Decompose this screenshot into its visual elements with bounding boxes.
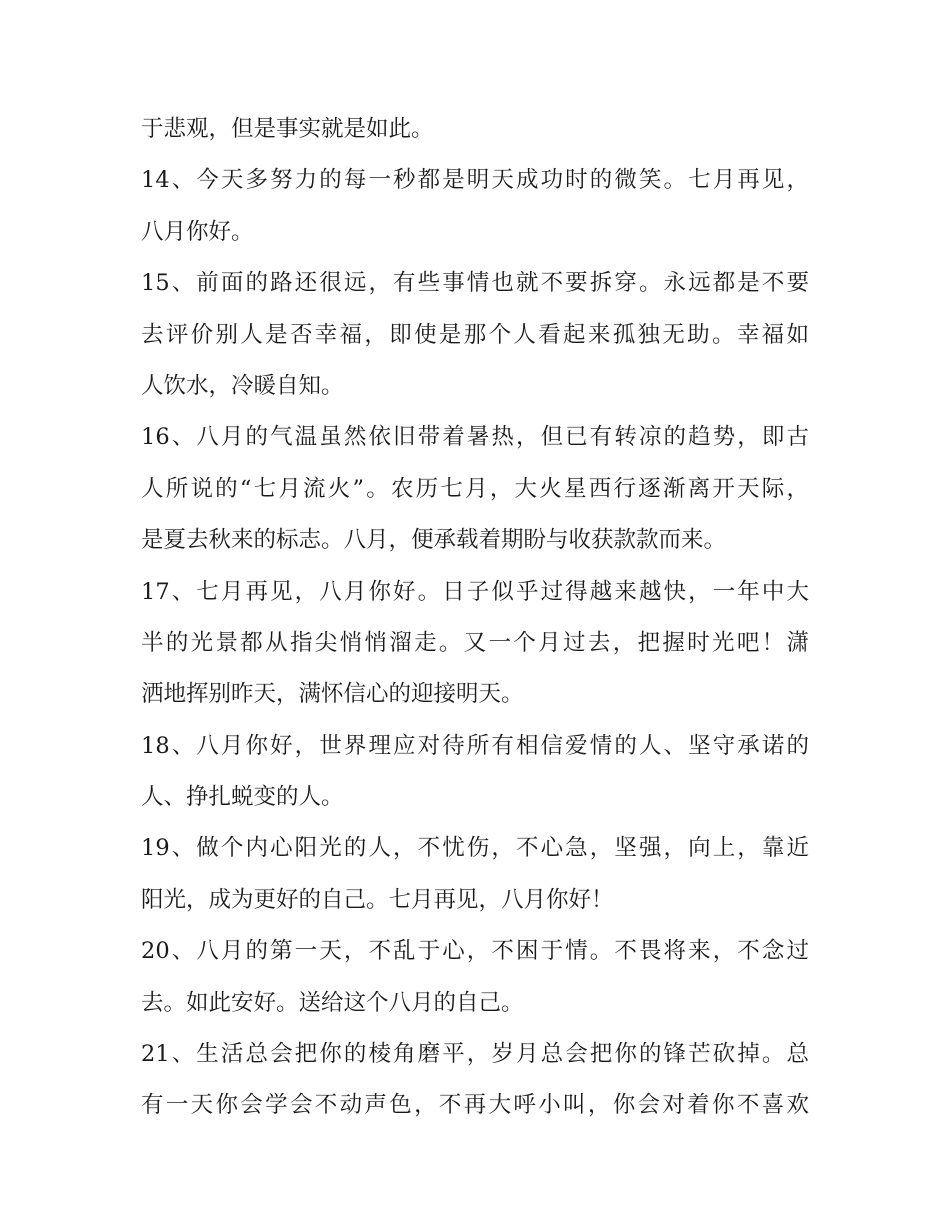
text-line: 去评价别人是否幸福，即使是那个人看起来孤独无助。幸福如 xyxy=(141,321,809,348)
text-line: 半的光景都从指尖悄悄溜走。又一个月过去，把握时光吧！潇 xyxy=(141,629,809,656)
text-line: 人所说的“七月流火”。农历七月，大火星西行逐渐离开天际， xyxy=(141,475,809,502)
text-line: 有一天你会学会不动声色，不再大呼小叫，你会对着你不喜欢 xyxy=(141,1092,809,1119)
text-line: 去。如此安好。送给这个八月的自己。 xyxy=(141,989,524,1016)
text-line: 阳光，成为更好的自己。七月再见，八月你好！ xyxy=(141,886,614,913)
text-line: 是夏去秋来的标志。八月，便承载着期盼与收获款款而来。 xyxy=(141,527,727,554)
text-line: 于悲观，但是事实就是如此。 xyxy=(141,116,434,142)
text-line: 17、七月再见，八月你好。日子似乎过得越来越快，一年中大 xyxy=(141,578,809,605)
text-line: 15、前面的路还很远，有些事情也就不要拆穿。永远都是不要 xyxy=(141,270,809,297)
text-line: 19、做个内心阳光的人，不忧伤，不心急，坚强，向上，靠近 xyxy=(141,835,809,862)
text-line: 16、八月的气温虽然依旧带着暑热，但已有转凉的趋势，即古 xyxy=(141,424,809,451)
text-line: 人饮水，冷暖自知。 xyxy=(141,372,344,399)
text-line: 洒地挥别昨天，满怀信心的迎接明天。 xyxy=(141,681,524,708)
text-line: 14、今天多努力的每一秒都是明天成功时的微笑。七月再见， xyxy=(141,167,809,194)
text-line: 18、八月你好，世界理应对待所有相信爱情的人、坚守承诺的 xyxy=(141,732,809,759)
text-line: 八月你好。 xyxy=(141,218,254,245)
text-line: 人、挣扎蜕变的人。 xyxy=(141,784,344,811)
document-body xyxy=(141,104,821,1132)
text-line: 20、八月的第一天，不乱于心，不困于情。不畏将来，不念过 xyxy=(141,938,809,965)
text-line: 21、生活总会把你的棱角磨平，岁月总会把你的锋芒砍掉。总 xyxy=(141,1041,809,1068)
